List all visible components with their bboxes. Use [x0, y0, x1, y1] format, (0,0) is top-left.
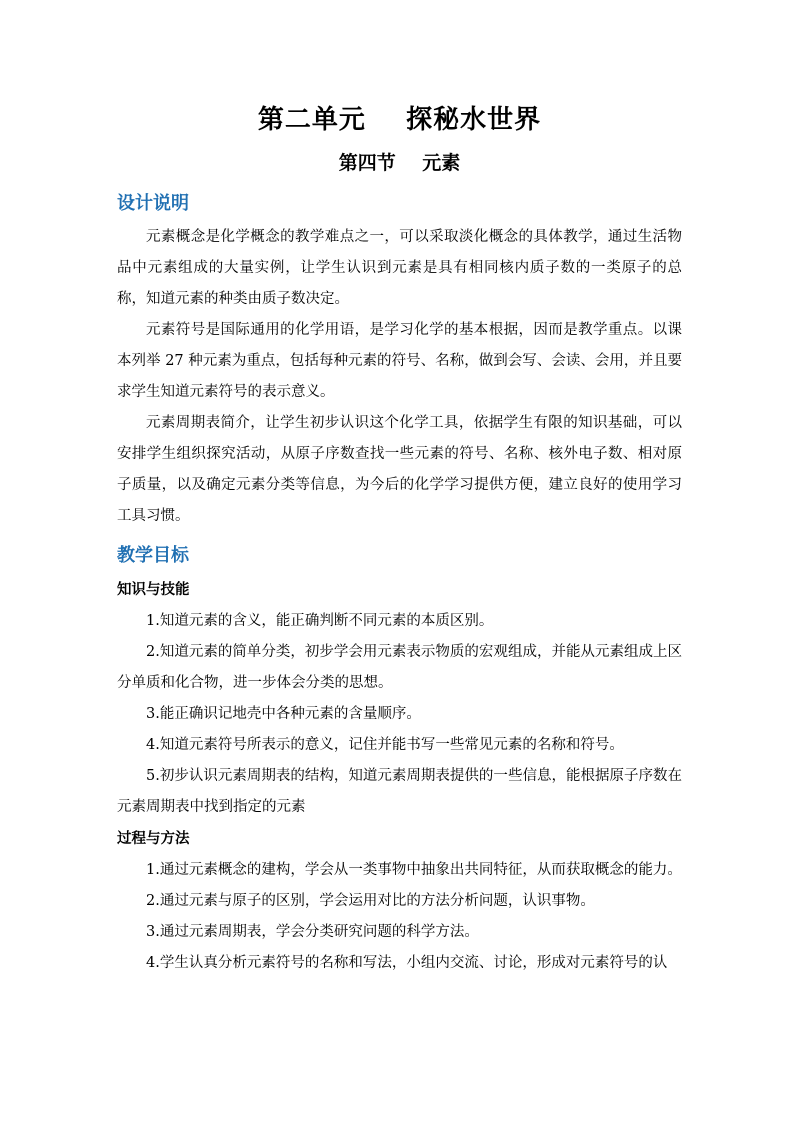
knowledge-item: 3.能正确识记地壳中各种元素的含量顺序。: [146, 706, 421, 722]
knowledge-item: 4.知道元素符号所表示的意义，记住并能书写一些常见元素的名称和符号。: [146, 737, 624, 753]
process-heading: 过程与方法: [117, 830, 190, 847]
design-paragraph: 元素概念是化学概念的教学难点之一，可以采取淡化概念的具体教学，通过生活物品中元素组成的大量实例，让学生认识到元素是具有相同核内质子数的一类原子的总称，知道元素的种类由质子数决定。: [117, 229, 682, 307]
section-subtitle: 第四节 元素: [338, 152, 461, 174]
knowledge-heading: 知识与技能: [117, 581, 190, 598]
goals-heading: 教学目标: [117, 545, 189, 566]
process-item: 1.通过元素概念的建构，学会从一类事物中抽象出共同特征，从而获取概念的能力。: [146, 862, 682, 878]
process-item: 2.通过元素与原子的区别，学会运用对比的方法分析问题，认识事物。: [146, 893, 595, 909]
design-paragraph: 元素符号是国际通用的化学用语，是学习化学的基本根据，因而是教学重点。以课本列举 27 种元素为重点，包括每种元素的符号、名称，做到会写、会读、会用，并且要求学生知道元素符号的表示意义。: [117, 322, 682, 400]
document-title: 第二单元 探秘水世界: [257, 105, 542, 135]
knowledge-item: 1.知道元素的含义，能正确判断不同元素的本质区别。: [146, 613, 494, 629]
process-item: 4.学生认真分析元素符号的名称和写法，小组内交流、讨论，形成对元素符号的认: [146, 955, 668, 971]
knowledge-item: 5.初步认识元素周期表的结构，知道元素周期表提供的一些信息，能根据原子序数在元素周期表中找到指定的元素: [117, 768, 682, 815]
design-heading: 设计说明: [117, 193, 189, 214]
knowledge-item: 2.知道元素的简单分类，初步学会用元素表示物质的宏观组成，并能从元素组成上区分单质和化合物，进一步体会分类的思想。: [117, 644, 682, 691]
document-content: [117, 98, 682, 979]
process-item: 3.通过元素周期表，学会分类研究问题的科学方法。: [146, 924, 479, 940]
design-paragraph: 元素周期表简介，让学生初步认识这个化学工具，依据学生有限的知识基础，可以安排学生组织探究活动，从原子序数查找一些元素的符号、名称、核外电子数、相对原子质量，以及确定元素分类等信息，为今后的化学学习提供方便，建立良好的使用学习工具习惯。: [117, 415, 682, 524]
